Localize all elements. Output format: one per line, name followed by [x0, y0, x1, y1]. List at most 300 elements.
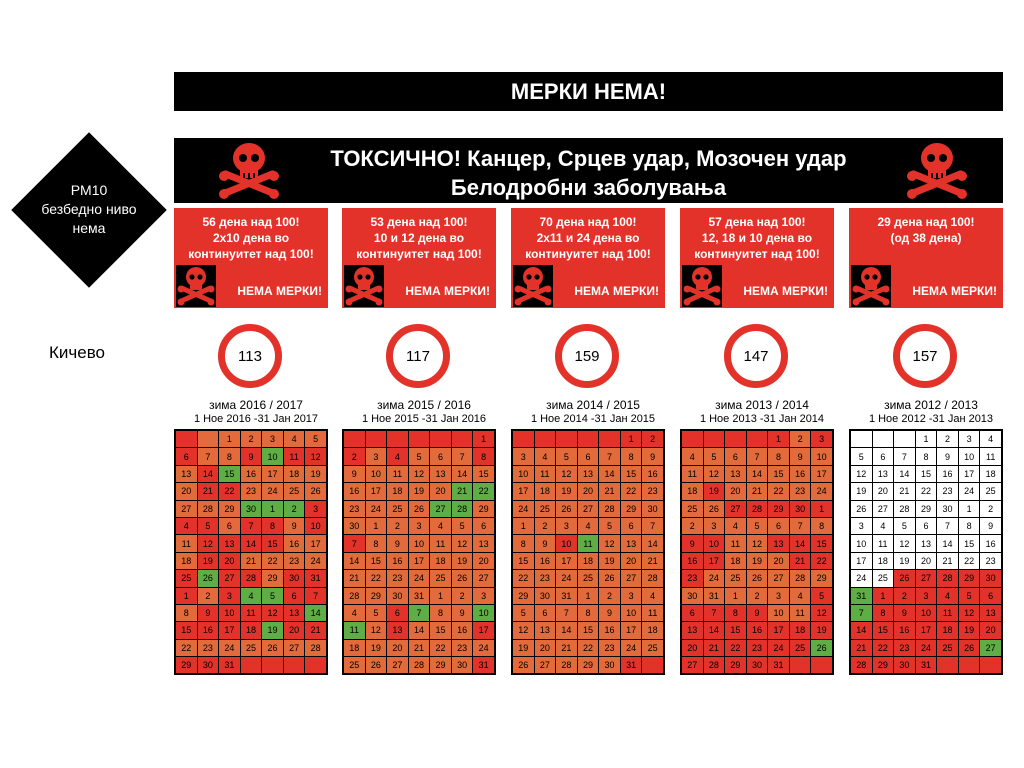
- calendar-day-cell: 27: [681, 657, 703, 675]
- calendar-day-cell: 12: [850, 465, 872, 482]
- calendar-day-cell: 12: [958, 604, 980, 621]
- calendar-day-cell: 24: [850, 570, 872, 587]
- season-calendar: [342, 429, 496, 675]
- calendar-day-cell: 28: [746, 500, 768, 517]
- calendar-day-cell: 7: [703, 604, 725, 621]
- calendar-day-cell: 8: [473, 448, 495, 465]
- calendar-day-cell: 7: [556, 604, 578, 621]
- calendar-day-cell: 16: [894, 622, 916, 639]
- calendar-day-cell: 27: [872, 500, 894, 517]
- calendar-day-cell: 10: [408, 535, 430, 552]
- calendar-day-cell: 1: [577, 587, 599, 604]
- calendar-day-cell: 25: [577, 570, 599, 587]
- continuous-days: 2x10 дена во: [212, 231, 290, 245]
- calendar-day-cell: 19: [512, 639, 534, 656]
- calendar-day-cell: 14: [408, 622, 430, 639]
- calendar-day-cell: 7: [408, 604, 430, 621]
- calendar-day-cell: 15: [473, 465, 495, 482]
- toxic-line2: Белодробни заболувања: [450, 175, 727, 200]
- calendar-day-cell: 29: [219, 500, 241, 517]
- calendar-day-cell: 14: [850, 622, 872, 639]
- calendar-day-cell: 2: [599, 587, 621, 604]
- calendar-day-cell: 15: [811, 535, 833, 552]
- calendar-day-cell: 17: [473, 622, 495, 639]
- season-range: 1 Ное 2016 -31 Јан 2017: [193, 413, 319, 425]
- calendar-day-cell: 16: [283, 535, 305, 552]
- calendar-day-cell: 15: [872, 622, 894, 639]
- calendar-day-cell: 30: [240, 500, 262, 517]
- calendar-day-cell: 25: [240, 639, 262, 656]
- calendar-week-row: [850, 517, 1002, 534]
- calendar-day-cell: 19: [703, 483, 725, 500]
- calendar-day-cell: 30: [197, 657, 219, 675]
- toxic-line1: ТОКСИЧНО! Канцер, Срцев удар, Мозочен удар: [330, 146, 847, 171]
- calendar-day-cell: 2: [240, 430, 262, 448]
- calendar-day-cell: 31: [850, 587, 872, 604]
- calendar-day-cell: 28: [937, 570, 959, 587]
- calendar-day-cell: 15: [365, 552, 387, 569]
- calendar-day-cell: 2: [746, 587, 768, 604]
- calendar-week-row: [850, 448, 1002, 465]
- calendar-day-cell: 7: [305, 587, 327, 604]
- calendar-day-cell: 29: [768, 500, 790, 517]
- warning-ring-icon: [386, 324, 450, 388]
- calendar-day-cell: 5: [850, 448, 872, 465]
- calendar-day-cell: 27: [620, 570, 642, 587]
- skull-crossbones-icon: [851, 265, 891, 307]
- calendar-day-cell: 3: [219, 587, 241, 604]
- calendar-day-cell: [365, 430, 387, 448]
- calendar-day-cell: 6: [725, 448, 747, 465]
- calendar-day-cell: 8: [512, 535, 534, 552]
- calendar-day-cell: 11: [343, 622, 365, 639]
- calendar-day-cell: 15: [725, 622, 747, 639]
- calendar-day-cell: 4: [534, 448, 556, 465]
- calendar-day-cell: 31: [915, 657, 937, 675]
- calendar-week-row: [343, 535, 495, 552]
- calendar-day-cell: 15: [958, 535, 980, 552]
- calendar-day-cell: 16: [746, 622, 768, 639]
- calendar-day-cell: 3: [365, 448, 387, 465]
- season-range: 1 Ное 2013 -31 Јан 2014: [699, 413, 825, 425]
- calendar-day-cell: 17: [703, 552, 725, 569]
- calendar-day-cell: [305, 657, 327, 675]
- calendar-day-cell: 28: [850, 657, 872, 675]
- calendar-week-row: [343, 552, 495, 569]
- calendar-day-cell: 15: [430, 622, 452, 639]
- calendar-day-cell: 23: [681, 570, 703, 587]
- season-calendar: [849, 429, 1003, 675]
- calendar-day-cell: 25: [725, 570, 747, 587]
- calendar-day-cell: [175, 430, 197, 448]
- calendar-day-cell: 6: [768, 517, 790, 534]
- calendar-day-cell: 22: [577, 639, 599, 656]
- calendar-day-cell: 8: [219, 448, 241, 465]
- calendar-day-cell: 28: [451, 500, 473, 517]
- calendar-day-cell: 25: [343, 657, 365, 675]
- calendar-day-cell: 14: [789, 535, 811, 552]
- days-over-limit: 70 дена над 100!: [539, 215, 637, 229]
- calendar-day-cell: [789, 657, 811, 675]
- calendar-week-row: [175, 517, 327, 534]
- calendar-day-cell: 9: [599, 604, 621, 621]
- calendar-week-row: [850, 500, 1002, 517]
- calendar-day-cell: 4: [789, 587, 811, 604]
- calendar-week-row: [850, 587, 1002, 604]
- calendar-day-cell: 30: [980, 570, 1002, 587]
- calendar-day-cell: 8: [262, 517, 284, 534]
- calendar-day-cell: 1: [512, 517, 534, 534]
- calendar-day-cell: 23: [387, 570, 409, 587]
- calendar-day-cell: 20: [725, 483, 747, 500]
- calendar-day-cell: 13: [430, 465, 452, 482]
- calendar-day-cell: 10: [512, 465, 534, 482]
- calendar-day-cell: 5: [811, 587, 833, 604]
- calendar-day-cell: 9: [283, 517, 305, 534]
- season-title: зима 2014 / 2015: [546, 398, 640, 412]
- calendar-day-cell: 28: [703, 657, 725, 675]
- calendar-day-cell: 11: [725, 535, 747, 552]
- calendar-day-cell: [283, 657, 305, 675]
- calendar-day-cell: 16: [681, 552, 703, 569]
- skull-crossbones-icon: [344, 265, 384, 307]
- calendar-day-cell: 18: [240, 622, 262, 639]
- season-title: зима 2013 / 2014: [715, 398, 809, 412]
- calendar-day-cell: 2: [789, 430, 811, 448]
- calendar-day-cell: 7: [451, 448, 473, 465]
- calendar-day-cell: 23: [937, 483, 959, 500]
- calendar-day-cell: 30: [789, 500, 811, 517]
- calendar-day-cell: 19: [894, 552, 916, 569]
- calendar-day-cell: 20: [175, 483, 197, 500]
- calendar-day-cell: 24: [408, 570, 430, 587]
- calendar-week-row: [175, 483, 327, 500]
- calendar-week-row: [512, 430, 664, 448]
- calendar-day-cell: 5: [451, 517, 473, 534]
- calendar-week-row: [512, 465, 664, 482]
- calendar-day-cell: 9: [980, 517, 1002, 534]
- calendar-day-cell: 12: [262, 604, 284, 621]
- calendar-week-row: [850, 430, 1002, 448]
- calendar-day-cell: 5: [305, 430, 327, 448]
- calendar-day-cell: 16: [789, 465, 811, 482]
- calendar-day-cell: 30: [451, 657, 473, 675]
- calendar-week-row: [681, 517, 833, 534]
- calendar-week-row: [512, 604, 664, 621]
- calendar-day-cell: 14: [937, 535, 959, 552]
- calendar-day-cell: 23: [197, 639, 219, 656]
- calendar-day-cell: 10: [219, 604, 241, 621]
- calendar-day-cell: 22: [219, 483, 241, 500]
- calendar-day-cell: 3: [620, 587, 642, 604]
- calendar-week-row: [512, 570, 664, 587]
- calendar-day-cell: 30: [746, 657, 768, 675]
- calendar-day-cell: 2: [980, 500, 1002, 517]
- calendar-day-cell: [343, 430, 365, 448]
- calendar-day-cell: 14: [894, 465, 916, 482]
- calendar-day-cell: 13: [768, 535, 790, 552]
- calendar-week-row: [512, 639, 664, 656]
- calendar-day-cell: 31: [408, 587, 430, 604]
- calendar-day-cell: 10: [262, 448, 284, 465]
- season-title: зима 2012 / 2013: [884, 398, 978, 412]
- calendar-week-row: [850, 570, 1002, 587]
- calendar-day-cell: 17: [620, 622, 642, 639]
- calendar-day-cell: 6: [980, 587, 1002, 604]
- calendar-day-cell: 18: [725, 552, 747, 569]
- calendar-day-cell: 29: [915, 500, 937, 517]
- calendar-week-row: [850, 552, 1002, 569]
- calendar-day-cell: 11: [283, 448, 305, 465]
- calendar-day-cell: 14: [197, 465, 219, 482]
- calendar-day-cell: 22: [915, 483, 937, 500]
- calendar-week-row: [681, 570, 833, 587]
- days-over-limit: 53 дена над 100!: [370, 215, 468, 229]
- calendar-day-cell: [681, 430, 703, 448]
- calendar-day-cell: 18: [937, 622, 959, 639]
- calendar-day-cell: 26: [197, 570, 219, 587]
- calendar-week-row: [343, 604, 495, 621]
- calendar-day-cell: [197, 430, 219, 448]
- calendar-day-cell: 12: [512, 622, 534, 639]
- calendar-day-cell: 26: [894, 570, 916, 587]
- calendar-day-cell: 21: [197, 483, 219, 500]
- calendar-day-cell: 27: [283, 639, 305, 656]
- calendar-day-cell: 5: [512, 604, 534, 621]
- calendar-day-cell: 26: [746, 570, 768, 587]
- calendar-day-cell: 3: [305, 500, 327, 517]
- peak-value: 157: [912, 347, 938, 365]
- calendar-day-cell: 3: [958, 430, 980, 448]
- peak-value: 113: [238, 347, 262, 365]
- calendar-day-cell: 11: [980, 448, 1002, 465]
- calendar-day-cell: [725, 430, 747, 448]
- calendar-day-cell: 31: [305, 570, 327, 587]
- calendar-week-row: [175, 657, 327, 675]
- calendar-day-cell: 25: [534, 500, 556, 517]
- calendar-day-cell: 22: [430, 639, 452, 656]
- calendar-week-row: [175, 570, 327, 587]
- calendar-day-cell: 26: [305, 483, 327, 500]
- calendar-day-cell: 5: [262, 587, 284, 604]
- calendar-week-row: [850, 639, 1002, 656]
- calendar-day-cell: 24: [915, 639, 937, 656]
- calendar-day-cell: 14: [556, 622, 578, 639]
- calendar-day-cell: 8: [872, 604, 894, 621]
- calendar-day-cell: 2: [343, 448, 365, 465]
- calendar-day-cell: 21: [451, 483, 473, 500]
- calendar-day-cell: 12: [451, 535, 473, 552]
- calendar-day-cell: 25: [642, 639, 664, 656]
- calendar-day-cell: 19: [958, 622, 980, 639]
- calendar-week-row: [175, 465, 327, 482]
- calendar-week-row: [681, 430, 833, 448]
- calendar-day-cell: 27: [768, 570, 790, 587]
- calendar-week-row: [850, 604, 1002, 621]
- calendar-day-cell: 8: [811, 517, 833, 534]
- calendar-day-cell: 24: [365, 500, 387, 517]
- calendar-week-row: [343, 448, 495, 465]
- calendar-day-cell: 4: [283, 430, 305, 448]
- continuity-note: континуитет над 100!: [694, 247, 820, 261]
- calendar-day-cell: 26: [451, 570, 473, 587]
- calendar-day-cell: 20: [768, 552, 790, 569]
- season-calendar: [680, 429, 834, 675]
- calendar-day-cell: 10: [703, 535, 725, 552]
- calendar-day-cell: 18: [681, 483, 703, 500]
- calendar-week-row: [681, 604, 833, 621]
- no-measures-label: НЕМА МЕРКИ!: [237, 284, 322, 298]
- calendar-day-cell: 1: [473, 430, 495, 448]
- calendar-day-cell: 18: [534, 483, 556, 500]
- calendar-week-row: [850, 483, 1002, 500]
- calendar-week-row: [343, 500, 495, 517]
- calendar-day-cell: 13: [681, 622, 703, 639]
- warning-ring-icon: [893, 324, 957, 388]
- calendar-day-cell: 24: [262, 483, 284, 500]
- calendar-day-cell: [894, 430, 916, 448]
- season-range: 1 Ное 2012 -31 Јан 2013: [868, 413, 994, 425]
- calendar-week-row: [175, 604, 327, 621]
- calendar-day-cell: 23: [980, 552, 1002, 569]
- calendar-day-cell: 14: [451, 465, 473, 482]
- calendar-day-cell: 15: [915, 465, 937, 482]
- calendar-day-cell: 6: [283, 587, 305, 604]
- calendar-day-cell: 22: [725, 639, 747, 656]
- calendar-day-cell: 1: [958, 500, 980, 517]
- calendar-day-cell: 1: [915, 430, 937, 448]
- calendar-day-cell: 21: [850, 639, 872, 656]
- calendar-day-cell: 28: [894, 500, 916, 517]
- calendar-day-cell: 2: [283, 500, 305, 517]
- calendar-day-cell: 30: [642, 500, 664, 517]
- calendar-day-cell: 29: [620, 500, 642, 517]
- calendar-day-cell: [958, 657, 980, 675]
- calendar-day-cell: 17: [556, 552, 578, 569]
- calendar-day-cell: 7: [894, 448, 916, 465]
- calendar-day-cell: 11: [789, 604, 811, 621]
- calendar-day-cell: 27: [915, 570, 937, 587]
- calendar-day-cell: 3: [262, 430, 284, 448]
- calendar-day-cell: 4: [430, 517, 452, 534]
- season-range: 1 Ное 2015 -31 Јан 2016: [361, 413, 487, 425]
- calendar-day-cell: 10: [811, 448, 833, 465]
- calendar-day-cell: [556, 430, 578, 448]
- calendar-day-cell: 17: [262, 465, 284, 482]
- calendar-day-cell: 10: [620, 604, 642, 621]
- calendar-day-cell: 12: [599, 535, 621, 552]
- calendar-week-row: [343, 465, 495, 482]
- calendar-day-cell: 26: [262, 639, 284, 656]
- calendar-day-cell: 16: [451, 622, 473, 639]
- calendar-day-cell: 11: [937, 604, 959, 621]
- calendar-day-cell: [872, 430, 894, 448]
- calendar-day-cell: 17: [305, 535, 327, 552]
- calendar-day-cell: 28: [343, 587, 365, 604]
- calendar-day-cell: 4: [937, 587, 959, 604]
- calendar-week-row: [850, 622, 1002, 639]
- calendar-day-cell: 9: [681, 535, 703, 552]
- calendar-day-cell: 20: [473, 552, 495, 569]
- calendar-day-cell: 25: [980, 483, 1002, 500]
- calendar-day-cell: 2: [642, 430, 664, 448]
- calendar-day-cell: 5: [365, 604, 387, 621]
- calendar-day-cell: 7: [850, 604, 872, 621]
- calendar-day-cell: 27: [980, 639, 1002, 656]
- calendar-day-cell: 18: [872, 552, 894, 569]
- calendar-day-cell: 14: [599, 465, 621, 482]
- calendar-day-cell: 17: [512, 483, 534, 500]
- calendar-day-cell: 27: [534, 657, 556, 675]
- calendar-day-cell: 5: [408, 448, 430, 465]
- calendar-day-cell: 16: [240, 465, 262, 482]
- calendar-day-cell: 20: [915, 552, 937, 569]
- calendar-day-cell: 23: [599, 639, 621, 656]
- calendar-day-cell: 21: [642, 552, 664, 569]
- calendar-day-cell: 1: [811, 500, 833, 517]
- calendar-week-row: [681, 535, 833, 552]
- calendar-day-cell: 25: [872, 570, 894, 587]
- calendar-day-cell: 28: [556, 657, 578, 675]
- calendar-day-cell: 23: [894, 639, 916, 656]
- calendar-day-cell: 16: [343, 483, 365, 500]
- calendar-day-cell: 26: [958, 639, 980, 656]
- calendar-day-cell: 26: [365, 657, 387, 675]
- calendar-week-row: [175, 587, 327, 604]
- calendar-day-cell: 2: [894, 587, 916, 604]
- calendar-day-cell: 28: [305, 639, 327, 656]
- calendar-day-cell: 3: [408, 517, 430, 534]
- season-alert-box: [680, 208, 834, 308]
- calendar-day-cell: 18: [387, 483, 409, 500]
- calendar-day-cell: 6: [219, 517, 241, 534]
- calendar-day-cell: 25: [681, 500, 703, 517]
- calendar-week-row: [681, 465, 833, 482]
- calendar-day-cell: 1: [430, 587, 452, 604]
- calendar-day-cell: 5: [958, 587, 980, 604]
- calendar-day-cell: 10: [556, 535, 578, 552]
- calendar-day-cell: 10: [473, 604, 495, 621]
- skull-crossbones-icon: [176, 265, 216, 307]
- calendar-day-cell: 20: [872, 483, 894, 500]
- calendar-day-cell: 4: [175, 517, 197, 534]
- calendar-day-cell: 8: [958, 517, 980, 534]
- calendar-week-row: [343, 622, 495, 639]
- calendar-day-cell: 31: [556, 587, 578, 604]
- calendar-day-cell: 24: [556, 570, 578, 587]
- calendar-day-cell: 28: [408, 657, 430, 675]
- calendar-day-cell: 21: [343, 570, 365, 587]
- calendar-day-cell: 9: [197, 604, 219, 621]
- calendar-day-cell: 4: [872, 517, 894, 534]
- calendar-day-cell: 17: [811, 465, 833, 482]
- calendar-week-row: [343, 517, 495, 534]
- calendar-day-cell: 16: [980, 535, 1002, 552]
- calendar-day-cell: 18: [577, 552, 599, 569]
- warning-ring-icon: [555, 324, 619, 388]
- season-title: зима 2015 / 2016: [377, 398, 471, 412]
- calendar-day-cell: 21: [305, 622, 327, 639]
- calendar-day-cell: 22: [512, 570, 534, 587]
- calendar-day-cell: 15: [219, 465, 241, 482]
- calendar-day-cell: 4: [387, 448, 409, 465]
- calendar-day-cell: 14: [642, 535, 664, 552]
- calendar-week-row: [512, 657, 664, 675]
- calendar-day-cell: 2: [534, 517, 556, 534]
- calendar-day-cell: 20: [980, 622, 1002, 639]
- calendar-day-cell: 3: [703, 517, 725, 534]
- calendar-day-cell: 26: [811, 639, 833, 656]
